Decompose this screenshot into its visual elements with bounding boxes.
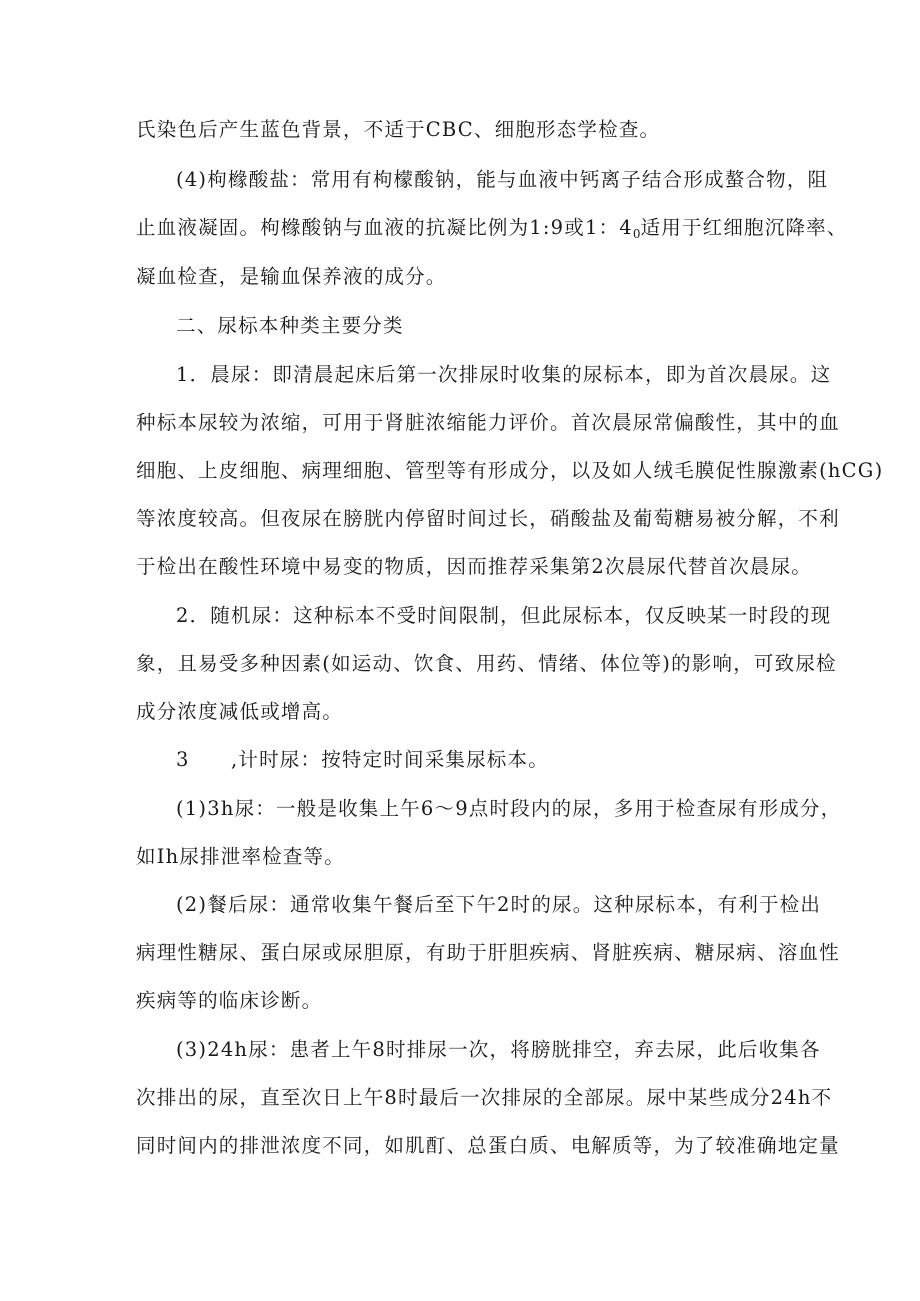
paragraph-line: 成分浓度减低或增高。 <box>136 700 344 723</box>
paragraph-line: 疾病等的临床诊断。 <box>136 989 323 1012</box>
paragraph-line: 象，且易受多种因素(如运动、饮食、用药、情绪、体位等)的影响，可致尿检 <box>136 652 837 675</box>
paragraph-line: (1)3h尿：一般是收集上午6〜9点时段内的尿，多用于检查尿有形成分， <box>176 797 842 820</box>
paragraph-line: (2)餐后尿：通常收集午餐后至下午2时的尿。这种尿标本，有利于检出 <box>176 893 822 916</box>
paragraph-line: 同时间内的排泄浓度不同，如肌酊、总蛋白质、电解质等，为了较准确地定量 <box>136 1134 840 1157</box>
paragraph-line: 种标本尿较为浓缩，可用于肾脏浓缩能力评价。首次晨尿常偏酸性，其中的血 <box>136 411 840 434</box>
paragraph-line: (4)枸橼酸盐：常用有枸檬酸钠，能与血液中钙离子结合形成螯合物，阻 <box>176 168 829 191</box>
line-text: 止血液凝固。枸橼酸钠与血液的抗凝比例为1:9或1：4 <box>136 216 633 239</box>
section-heading: 二、尿标本种类主要分类 <box>176 314 404 337</box>
paragraph-line: 凝血检查，是输血保养液的成分。 <box>136 265 447 288</box>
line-text: 适用于红细胞沉降率、 <box>640 216 848 239</box>
paragraph-line: 3 ,计时尿：按特定时间采集尿标本。 <box>176 748 549 771</box>
paragraph-line: 如Ih尿排泄率检查等。 <box>136 845 345 868</box>
subscript-digit: 0 <box>632 227 641 241</box>
paragraph-line: 等浓度较高。但夜尿在膀胱内停留时间过长，硝酸盐及葡萄糖易被分解，不利 <box>136 507 840 530</box>
paragraph-line: 氏染色后产生蓝色背景，不适于CBC、细胞形态学检查。 <box>136 118 661 141</box>
paragraph-line: 于检出在酸性环境中易变的物质，因而推荐采集第2次晨尿代替首次晨尿。 <box>136 555 813 578</box>
paragraph-line: 次排出的尿，直至次日上午8时最后一次排尿的全部尿。尿中某些成分24h不 <box>136 1086 833 1109</box>
paragraph-line: 病理性糖尿、蛋白尿或尿胆原，有助于肝胆疾病、肾脏疾病、糖尿病、溶血性 <box>136 941 840 964</box>
paragraph-line <box>136 216 848 246</box>
paragraph-line: 细胞、上皮细胞、病理细胞、管型等有形成分，以及如人绒毛膜促性腺激素(hCG) <box>136 459 884 482</box>
paragraph-line: (3)24h尿：患者上午8时排尿一次，将膀胱排空，弃去尿，此后收集各 <box>176 1038 821 1061</box>
paragraph-line: 1．晨尿：即清晨起床后第一次排尿时收集的尿标本，即为首次晨尿。这 <box>176 363 832 386</box>
paragraph-line: 2．随机尿：这种标本不受时间限制，但此尿标本，仅反映某一时段的现 <box>176 604 832 627</box>
